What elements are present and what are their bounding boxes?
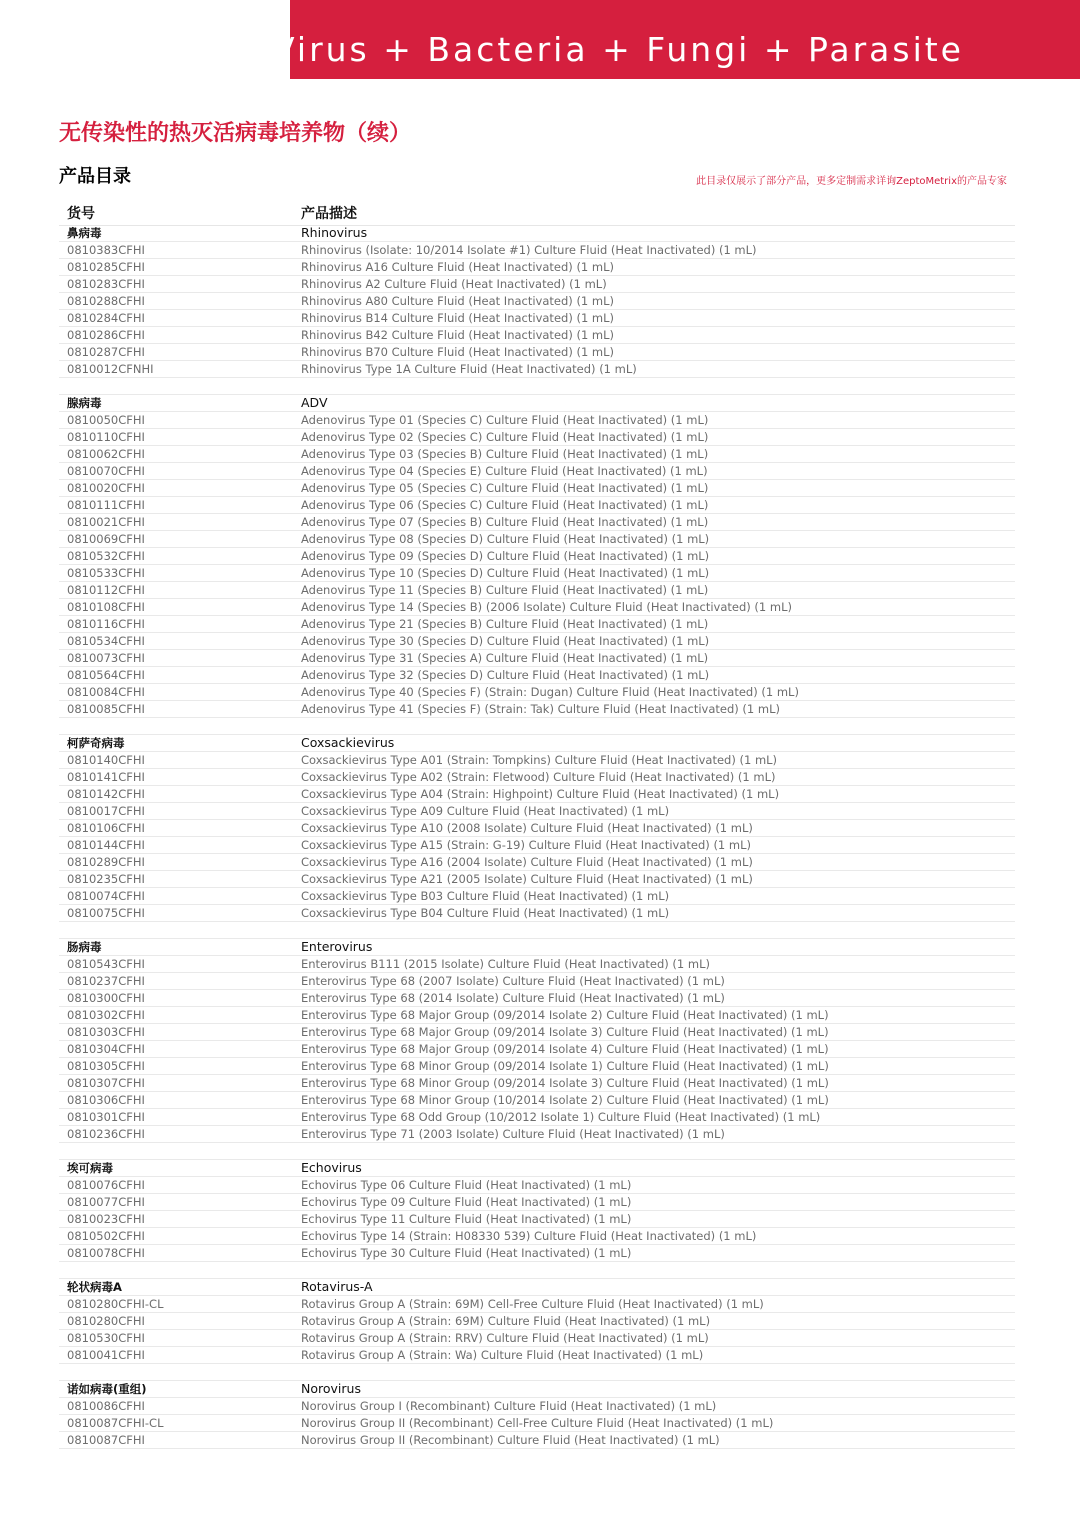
table-row xyxy=(59,1398,1015,1415)
category-name-cn: 肠病毒 xyxy=(67,940,102,954)
product-description: Enterovirus Type 68 Minor Group (10/2014 Isolate 2) Culture Fluid (Heat Inactivated) (1 mL) xyxy=(301,1093,829,1107)
product-description: Adenovirus Type 21 (Species B) Culture Fluid (Heat Inactivated) (1 mL) xyxy=(301,617,709,631)
category-name-cn: 柯萨奇病毒 xyxy=(67,736,125,750)
product-code: 0810304CFHI xyxy=(67,1042,145,1056)
product-code: 0810077CFHI xyxy=(67,1195,145,1209)
product-code: 0810502CFHI xyxy=(67,1229,145,1243)
product-description: Rhinovirus A16 Culture Fluid (Heat Inactivated) (1 mL) xyxy=(301,260,614,274)
table-row xyxy=(59,276,1015,293)
table-row xyxy=(59,905,1015,922)
product-code: 0810530CFHI xyxy=(67,1331,145,1345)
product-description: Coxsackievirus Type A01 (Strain: Tompkins) Culture Fluid (Heat Inactivated) (1 mL) xyxy=(301,753,778,767)
product-description: Coxsackievirus Type A16 (2004 Isolate) Culture Fluid (Heat Inactivated) (1 mL) xyxy=(301,855,753,869)
section-spacer xyxy=(59,1364,1015,1381)
product-description: Coxsackievirus Type A09 Culture Fluid (Heat Inactivated) (1 mL) xyxy=(301,804,670,818)
category-row xyxy=(59,225,1015,242)
product-description: Rhinovirus A2 Culture Fluid (Heat Inactivated) (1 mL) xyxy=(301,277,607,291)
product-code: 0810289CFHI xyxy=(67,855,145,869)
product-description: Adenovirus Type 14 (Species B) (2006 Isolate) Culture Fluid (Heat Inactivated) (1 mL) xyxy=(301,600,792,614)
product-description: Echovirus Type 30 Culture Fluid (Heat Inactivated) (1 mL) xyxy=(301,1246,632,1260)
table-row xyxy=(59,327,1015,344)
product-code: 0810074CFHI xyxy=(67,889,145,903)
product-code: 0810020CFHI xyxy=(67,481,145,495)
product-description: Rotavirus Group A (Strain: 69M) Cell-Free Culture Fluid (Heat Inactivated) (1 mL) xyxy=(301,1297,764,1311)
table-row xyxy=(59,242,1015,259)
table-row xyxy=(59,667,1015,684)
category-name-en: Coxsackievirus xyxy=(301,735,395,750)
product-code: 0810021CFHI xyxy=(67,515,145,529)
section-spacer xyxy=(59,1262,1015,1279)
product-description: Adenovirus Type 09 (Species D) Culture Fluid (Heat Inactivated) (1 mL) xyxy=(301,549,710,563)
product-description: Adenovirus Type 05 (Species C) Culture Fluid (Heat Inactivated) (1 mL) xyxy=(301,481,709,495)
product-description: Coxsackievirus Type B03 Culture Fluid (Heat Inactivated) (1 mL) xyxy=(301,889,670,903)
product-code: 0810112CFHI xyxy=(67,583,145,597)
product-description: Adenovirus Type 02 (Species C) Culture Fluid (Heat Inactivated) (1 mL) xyxy=(301,430,709,444)
table-row xyxy=(59,344,1015,361)
product-description: Adenovirus Type 01 (Species C) Culture Fluid (Heat Inactivated) (1 mL) xyxy=(301,413,709,427)
category-name-cn: 诺如病毒(重组) xyxy=(67,1382,147,1396)
table-row xyxy=(59,497,1015,514)
product-description: Enterovirus Type 68 Major Group (09/2014 Isolate 3) Culture Fluid (Heat Inactivated) (1 mL) xyxy=(301,1025,829,1039)
product-code: 0810062CFHI xyxy=(67,447,145,461)
table-row xyxy=(59,973,1015,990)
table-row xyxy=(59,1194,1015,1211)
product-description: Enterovirus Type 68 Odd Group (10/2012 Isolate 1) Culture Fluid (Heat Inactivated) (1 mL) xyxy=(301,1110,821,1124)
table-row xyxy=(59,956,1015,973)
table-row xyxy=(59,803,1015,820)
section-spacer xyxy=(59,922,1015,939)
table-row xyxy=(59,1109,1015,1126)
product-code: 0810078CFHI xyxy=(67,1246,145,1260)
category-name-cn: 鼻病毒 xyxy=(67,226,102,240)
product-description: Adenovirus Type 11 (Species B) Culture Fluid (Heat Inactivated) (1 mL) xyxy=(301,583,709,597)
table-row xyxy=(59,548,1015,565)
table-row xyxy=(59,1024,1015,1041)
product-code: 0810084CFHI xyxy=(67,685,145,699)
product-description: Coxsackievirus Type A04 (Strain: Highpoint) Culture Fluid (Heat Inactivated) (1 mL) xyxy=(301,787,780,801)
product-code: 0810280CFHI-CL xyxy=(67,1297,164,1311)
category-name-en: Echovirus xyxy=(301,1160,362,1175)
product-description: Adenovirus Type 31 (Species A) Culture Fluid (Heat Inactivated) (1 mL) xyxy=(301,651,709,665)
product-description: Norovirus Group I (Recombinant) Culture Fluid (Heat Inactivated) (1 mL) xyxy=(301,1399,717,1413)
product-description: Adenovirus Type 40 (Species F) (Strain: Dugan) Culture Fluid (Heat Inactivated) (1 mL) xyxy=(301,685,799,699)
product-code: 0810543CFHI xyxy=(67,957,145,971)
table-row xyxy=(59,1075,1015,1092)
product-code: 0810087CFHI-CL xyxy=(67,1416,164,1430)
product-code: 0810108CFHI xyxy=(67,600,145,614)
product-code: 0810069CFHI xyxy=(67,532,145,546)
table-row xyxy=(59,1211,1015,1228)
product-code: 0810076CFHI xyxy=(67,1178,145,1192)
product-description: Norovirus Group II (Recombinant) Culture Fluid (Heat Inactivated) (1 mL) xyxy=(301,1433,720,1447)
table-row xyxy=(59,310,1015,327)
product-description: Coxsackievirus Type B04 Culture Fluid (Heat Inactivated) (1 mL) xyxy=(301,906,670,920)
table-row xyxy=(59,565,1015,582)
product-code: 0810087CFHI xyxy=(67,1433,145,1447)
table-row xyxy=(59,361,1015,378)
table-row xyxy=(59,1347,1015,1364)
product-code: 0810533CFHI xyxy=(67,566,145,580)
product-description: Coxsackievirus Type A21 (2005 Isolate) Culture Fluid (Heat Inactivated) (1 mL) xyxy=(301,872,753,886)
category-row xyxy=(59,395,1015,412)
product-description: Rotavirus Group A (Strain: 69M) Culture Fluid (Heat Inactivated) (1 mL) xyxy=(301,1314,711,1328)
category-name-en: Enterovirus xyxy=(301,939,373,954)
product-code: 0810085CFHI xyxy=(67,702,145,716)
product-code: 0810012CFNHI xyxy=(67,362,154,376)
product-code: 0810144CFHI xyxy=(67,838,145,852)
category-row xyxy=(59,939,1015,956)
product-description: Adenovirus Type 30 (Species D) Culture Fluid (Heat Inactivated) (1 mL) xyxy=(301,634,710,648)
product-code: 0810140CFHI xyxy=(67,753,145,767)
product-code: 0810534CFHI xyxy=(67,634,145,648)
table-row xyxy=(59,259,1015,276)
product-description: Adenovirus Type 07 (Species B) Culture Fluid (Heat Inactivated) (1 mL) xyxy=(301,515,709,529)
product-description: Adenovirus Type 10 (Species D) Culture Fluid (Heat Inactivated) (1 mL) xyxy=(301,566,710,580)
product-code: 0810073CFHI xyxy=(67,651,145,665)
product-code: 0810235CFHI xyxy=(67,872,145,886)
table-row xyxy=(59,1126,1015,1143)
table-row xyxy=(59,854,1015,871)
product-code: 0810116CFHI xyxy=(67,617,145,631)
category-name-cn: 腺病毒 xyxy=(67,396,102,410)
table-row xyxy=(59,1296,1015,1313)
product-code: 0810300CFHI xyxy=(67,991,145,1005)
table-row xyxy=(59,1313,1015,1330)
category-name-en: Norovirus xyxy=(301,1381,361,1396)
table-row xyxy=(59,463,1015,480)
table-row xyxy=(59,446,1015,463)
table-row xyxy=(59,752,1015,769)
table-header xyxy=(59,203,1015,226)
product-description: Enterovirus Type 71 (2003 Isolate) Culture Fluid (Heat Inactivated) (1 mL) xyxy=(301,1127,725,1141)
product-description: Enterovirus Type 68 (2007 Isolate) Culture Fluid (Heat Inactivated) (1 mL) xyxy=(301,974,725,988)
table-row xyxy=(59,650,1015,667)
product-description: Norovirus Group II (Recombinant) Cell-Free Culture Fluid (Heat Inactivated) (1 mL) xyxy=(301,1416,774,1430)
product-description: Coxsackievirus Type A02 (Strain: Fletwood) Culture Fluid (Heat Inactivated) (1 mL) xyxy=(301,770,776,784)
product-description: Rotavirus Group A (Strain: Wa) Culture Fluid (Heat Inactivated) (1 mL) xyxy=(301,1348,704,1362)
product-code: 0810564CFHI xyxy=(67,668,145,682)
category-name-en: Rhinovirus xyxy=(301,225,368,240)
product-code: 0810070CFHI xyxy=(67,464,145,478)
category-name-en: Rotavirus-A xyxy=(301,1279,373,1294)
product-code: 0810086CFHI xyxy=(67,1399,145,1413)
product-description: Coxsackievirus Type A10 (2008 Isolate) Culture Fluid (Heat Inactivated) (1 mL) xyxy=(301,821,753,835)
product-code: 0810237CFHI xyxy=(67,974,145,988)
table-row xyxy=(59,429,1015,446)
category-row xyxy=(59,1381,1015,1398)
product-code: 0810111CFHI xyxy=(67,498,145,512)
product-description: Adenovirus Type 41 (Species F) (Strain: Tak) Culture Fluid (Heat Inactivated) (1 mL) xyxy=(301,702,780,716)
product-code: 0810287CFHI xyxy=(67,345,145,359)
product-description: Adenovirus Type 08 (Species D) Culture Fluid (Heat Inactivated) (1 mL) xyxy=(301,532,710,546)
product-code: 0810142CFHI xyxy=(67,787,145,801)
product-code: 0810305CFHI xyxy=(67,1059,145,1073)
table-row xyxy=(59,1228,1015,1245)
table-row xyxy=(59,1041,1015,1058)
table-row xyxy=(59,293,1015,310)
table-row xyxy=(59,1245,1015,1262)
table-row xyxy=(59,769,1015,786)
table-row xyxy=(59,1092,1015,1109)
product-code: 0810284CFHI xyxy=(67,311,145,325)
table-row xyxy=(59,531,1015,548)
category-row xyxy=(59,1160,1015,1177)
product-code: 0810285CFHI xyxy=(67,260,145,274)
product-description: Rotavirus Group A (Strain: RRV) Culture Fluid (Heat Inactivated) (1 mL) xyxy=(301,1331,709,1345)
table-row xyxy=(59,1058,1015,1075)
table-row xyxy=(59,633,1015,650)
table-row xyxy=(59,480,1015,497)
table-row xyxy=(59,1177,1015,1194)
table-row xyxy=(59,1330,1015,1347)
table-row xyxy=(59,582,1015,599)
product-description: Enterovirus Type 68 (2014 Isolate) Culture Fluid (Heat Inactivated) (1 mL) xyxy=(301,991,725,1005)
product-description: Echovirus Type 06 Culture Fluid (Heat Inactivated) (1 mL) xyxy=(301,1178,632,1192)
product-code: 0810286CFHI xyxy=(67,328,145,342)
table-row xyxy=(59,1007,1015,1024)
product-code: 0810141CFHI xyxy=(67,770,145,784)
table-row xyxy=(59,786,1015,803)
column-header-code: 货号 xyxy=(67,206,95,222)
product-description: Adenovirus Type 03 (Species B) Culture Fluid (Heat Inactivated) (1 mL) xyxy=(301,447,709,461)
product-code: 0810236CFHI xyxy=(67,1127,145,1141)
table-row xyxy=(59,684,1015,701)
category-row xyxy=(59,735,1015,752)
table-row xyxy=(59,820,1015,837)
product-description: Adenovirus Type 06 (Species C) Culture Fluid (Heat Inactivated) (1 mL) xyxy=(301,498,709,512)
product-description: Enterovirus B111 (2015 Isolate) Culture Fluid (Heat Inactivated) (1 mL) xyxy=(301,957,710,971)
category-name-cn: 轮状病毒A xyxy=(67,1280,122,1294)
product-description: Adenovirus Type 32 (Species D) Culture Fluid (Heat Inactivated) (1 mL) xyxy=(301,668,710,682)
product-code: 0810383CFHI xyxy=(67,243,145,257)
table-row xyxy=(59,990,1015,1007)
table-row xyxy=(59,1432,1015,1449)
product-description: Rhinovirus Type 1A Culture Fluid (Heat Inactivated) (1 mL) xyxy=(301,362,637,376)
product-description: Rhinovirus B14 Culture Fluid (Heat Inactivated) (1 mL) xyxy=(301,311,615,325)
product-code: 0810302CFHI xyxy=(67,1008,145,1022)
product-code: 0810283CFHI xyxy=(67,277,145,291)
product-code: 0810288CFHI xyxy=(67,294,145,308)
product-code: 0810023CFHI xyxy=(67,1212,145,1226)
product-code: 0810017CFHI xyxy=(67,804,145,818)
table-row xyxy=(59,1415,1015,1432)
product-code: 0810041CFHI xyxy=(67,1348,145,1362)
table-row xyxy=(59,412,1015,429)
product-code: 0810280CFHI xyxy=(67,1314,145,1328)
product-code: 0810106CFHI xyxy=(67,821,145,835)
page-title: 无传染性的热灭活病毒培养物（续） xyxy=(59,121,412,146)
product-description: Rhinovirus A80 Culture Fluid (Heat Inactivated) (1 mL) xyxy=(301,294,614,308)
product-code: 0810303CFHI xyxy=(67,1025,145,1039)
product-description: Enterovirus Type 68 Major Group (09/2014 Isolate 4) Culture Fluid (Heat Inactivated) (1 mL) xyxy=(301,1042,829,1056)
category-name-en: ADV xyxy=(301,395,328,410)
table-row xyxy=(59,616,1015,633)
product-description: Echovirus Type 11 Culture Fluid (Heat Inactivated) (1 mL) xyxy=(301,1212,632,1226)
product-description: Rhinovirus (Isolate: 10/2014 Isolate #1) Culture Fluid (Heat Inactivated) (1 mL) xyxy=(301,243,757,257)
catalog-note: 此目录仅展示了部分产品，更多定制需求详询ZeptoMetrix的产品专家 xyxy=(696,176,1007,187)
section-spacer xyxy=(59,378,1015,395)
table-row xyxy=(59,599,1015,616)
section-spacer xyxy=(59,718,1015,735)
banner-title: Virus + Bacteria + Fungi + Parasite xyxy=(272,30,964,69)
product-code: 0810532CFHI xyxy=(67,549,145,563)
product-code: 0810050CFHI xyxy=(67,413,145,427)
product-description: Rhinovirus B42 Culture Fluid (Heat Inactivated) (1 mL) xyxy=(301,328,615,342)
product-description: Adenovirus Type 04 (Species E) Culture Fluid (Heat Inactivated) (1 mL) xyxy=(301,464,708,478)
product-description: Enterovirus Type 68 Minor Group (09/2014 Isolate 1) Culture Fluid (Heat Inactivated) (1 mL) xyxy=(301,1059,829,1073)
product-code: 0810306CFHI xyxy=(67,1093,145,1107)
product-description: Echovirus Type 14 (Strain: H08330 539) Culture Fluid (Heat Inactivated) (1 mL) xyxy=(301,1229,757,1243)
column-header-description: 产品描述 xyxy=(301,206,357,222)
product-code: 0810301CFHI xyxy=(67,1110,145,1124)
table-row xyxy=(59,701,1015,718)
catalog-label: 产品目录 xyxy=(59,166,131,187)
product-description: Coxsackievirus Type A15 (Strain: G-19) Culture Fluid (Heat Inactivated) (1 mL) xyxy=(301,838,751,852)
section-spacer xyxy=(59,1143,1015,1160)
table-row xyxy=(59,514,1015,531)
category-row xyxy=(59,1279,1015,1296)
product-description: Rhinovirus B70 Culture Fluid (Heat Inactivated) (1 mL) xyxy=(301,345,615,359)
product-description: Enterovirus Type 68 Minor Group (09/2014 Isolate 3) Culture Fluid (Heat Inactivated) (1 mL) xyxy=(301,1076,829,1090)
header-banner xyxy=(272,0,1080,79)
product-code: 0810110CFHI xyxy=(67,430,145,444)
product-code: 0810307CFHI xyxy=(67,1076,145,1090)
table-row xyxy=(59,888,1015,905)
table-row xyxy=(59,837,1015,854)
product-description: Echovirus Type 09 Culture Fluid (Heat Inactivated) (1 mL) xyxy=(301,1195,632,1209)
product-description: Enterovirus Type 68 Major Group (09/2014 Isolate 2) Culture Fluid (Heat Inactivated) (1 mL) xyxy=(301,1008,829,1022)
table-row xyxy=(59,871,1015,888)
product-table xyxy=(59,225,1015,1449)
category-name-cn: 埃可病毒 xyxy=(67,1161,113,1175)
product-code: 0810075CFHI xyxy=(67,906,145,920)
